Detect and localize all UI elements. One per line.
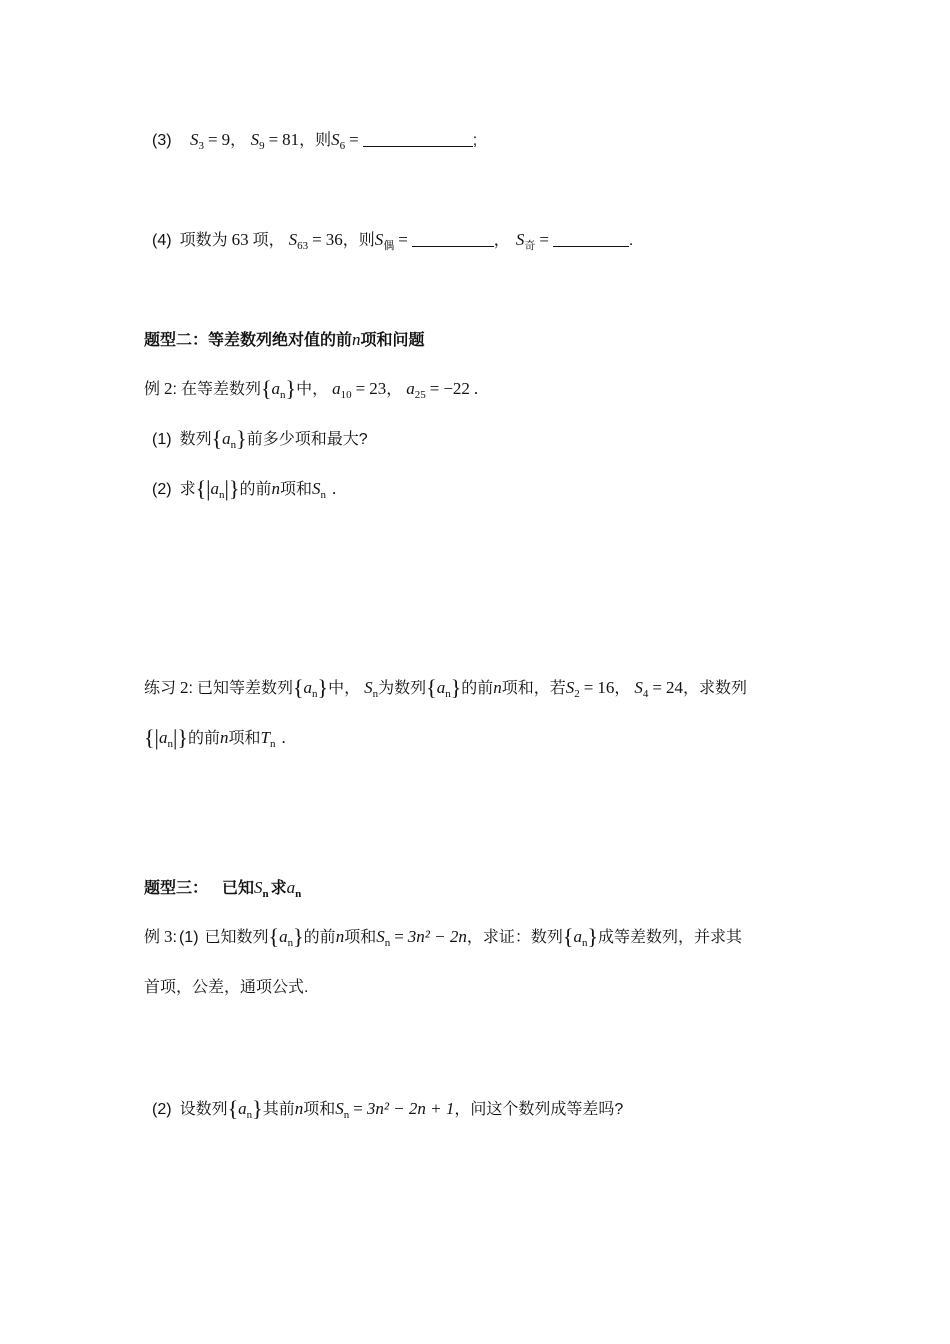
example-3-line-2: 首项，公差，通项公式. [144,979,309,996]
practice-2: 练习 2: 已知等差数列$\{a_n\}$中， $S_n$为数列$\{a_n\}$的前n项和，若$S_2 = 16$， $S_4 = 24$，求数列 [144,675,748,700]
example-2-part-1: (1) 数列$\{a_n\}$前多少项和最大? [152,426,368,451]
question-4: (4) 项数为 63 项， $S_{63} = 36$，则$S_偶$ = ， $S_奇$ = . [152,230,634,252]
practice-2-line-2: $\{|a_n|\}$的前n项和$T_n$ . [144,725,286,750]
example-3-part-2: (2) 设数列$\{a_n\}$其前n项和$S_n = 3n^2 - 2n + 1$，问这个数列成等差吗? [152,1096,624,1121]
question-3: (3) $S_3 = 9$， $S_9 = 81$，则$S_6$ = ; [152,130,478,152]
section-2-title: 题型二：等差数列绝对值的前n项和问题 [144,330,425,349]
answer-blank[interactable] [363,128,473,147]
example-3: 例 3: (1) 已知数列$\{a_n\}$的前n项和$S_n = 3n^2 - 2n$，求证：数列$\{a_n\}$成等差数列，并求其 [144,924,743,949]
example-2: 例 2: 在等差数列$\{a_n\}$中， $a_{10} = 23$， $a_{25} = -22$ . [144,376,479,401]
section-3-title: 题型三： 已知$S_n$ 求$a_n$ [144,878,302,900]
answer-blank-even[interactable] [412,228,494,247]
question-number: (3) [152,132,172,149]
answer-blank-odd[interactable] [553,228,629,247]
example-2-part-2: (2) 求$\{|a_n|\}$的前n项和$S_n$ . [152,476,337,501]
question-number: (4) [152,232,172,249]
